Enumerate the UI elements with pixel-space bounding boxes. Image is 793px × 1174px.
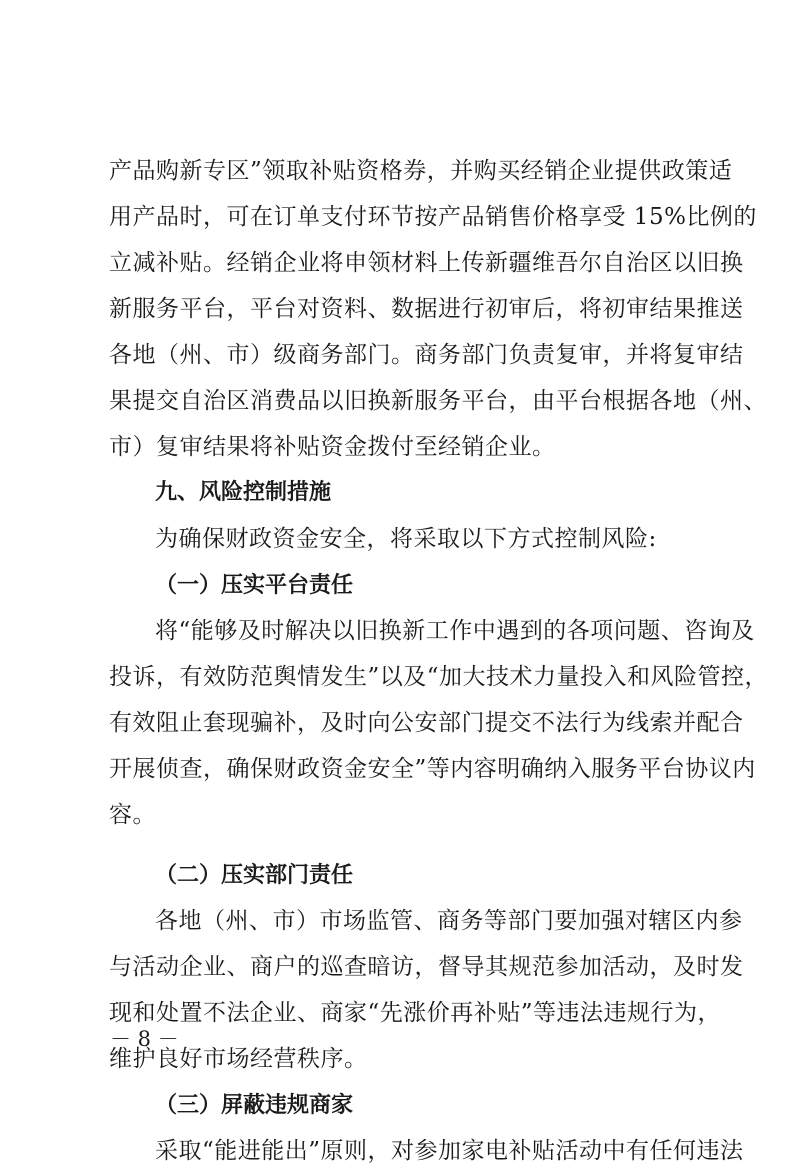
spacer xyxy=(109,838,695,852)
text-line: 各地（州、市）级商务部门。商务部门负责复审，并将复审结 xyxy=(109,342,744,368)
intro-text: 为确保财政资金安全，将采取以下方式控制风险: xyxy=(155,526,657,552)
text-line: 现和处置不法企业、商家“先涨价再补贴”等违法违规行为， xyxy=(109,1000,722,1026)
text-line: 立减补贴。经销企业将申领材料上传新疆维吾尔自治区以旧换 xyxy=(109,250,744,276)
text-line: 果提交自治区消费品以旧换新服务平台，由平台根据各地（州、 xyxy=(109,388,767,414)
text-line: 将“能够及时解决以旧换新工作中遇到的各项问题、咨询及 xyxy=(155,618,755,644)
text-line: 开展侦查，确保财政资金安全”等内容明确纳入服务平台协议内 xyxy=(109,756,756,782)
paragraph xyxy=(109,1128,744,1174)
paragraph xyxy=(109,898,744,1082)
paragraph xyxy=(109,608,769,838)
text-line: 各地（州、市）市场监管、商务等部门要加强对辖区内参 xyxy=(155,908,743,934)
subsection-heading-3: （三）屏蔽违规商家 xyxy=(155,1092,354,1118)
paragraph xyxy=(109,148,767,470)
text-line: 采取“能进能出”原则，对参加家电补贴活动中有任何违法 xyxy=(155,1138,744,1164)
text-line: 投诉，有效防范舆情发生”以及“加大技术力量投入和风险管控， xyxy=(109,664,769,690)
text-line: 新服务平台，平台对资料、数据进行初审后，将初审结果推送 xyxy=(109,296,744,322)
text-line: 市）复审结果将补贴资金拨付至经销企业。 xyxy=(109,434,556,460)
page-number: － 8 － xyxy=(110,1027,179,1051)
text-line: 有效阻止套现骗补，及时向公安部门提交不法行为线索并配合 xyxy=(109,710,744,736)
text-line: 维护良好市场经营秩序。 xyxy=(109,1046,368,1072)
subsection-heading-1: （一）压实平台责任 xyxy=(155,572,354,598)
text-line: 产品购新专区”领取补贴资格券，并购买经销企业提供政策适 xyxy=(109,158,733,184)
text-line: 与活动企业、商户的巡查暗访，督导其规范参加活动，及时发 xyxy=(109,954,744,980)
text-line: 用产品时，可在订单支付环节按产品销售价格享受 15%比例的 xyxy=(109,204,757,230)
section-heading: 九、风险控制措施 xyxy=(155,480,332,505)
document-body xyxy=(109,148,769,1174)
subsection-heading-2: （二）压实部门责任 xyxy=(155,862,354,888)
text-line: 容。 xyxy=(109,802,156,828)
